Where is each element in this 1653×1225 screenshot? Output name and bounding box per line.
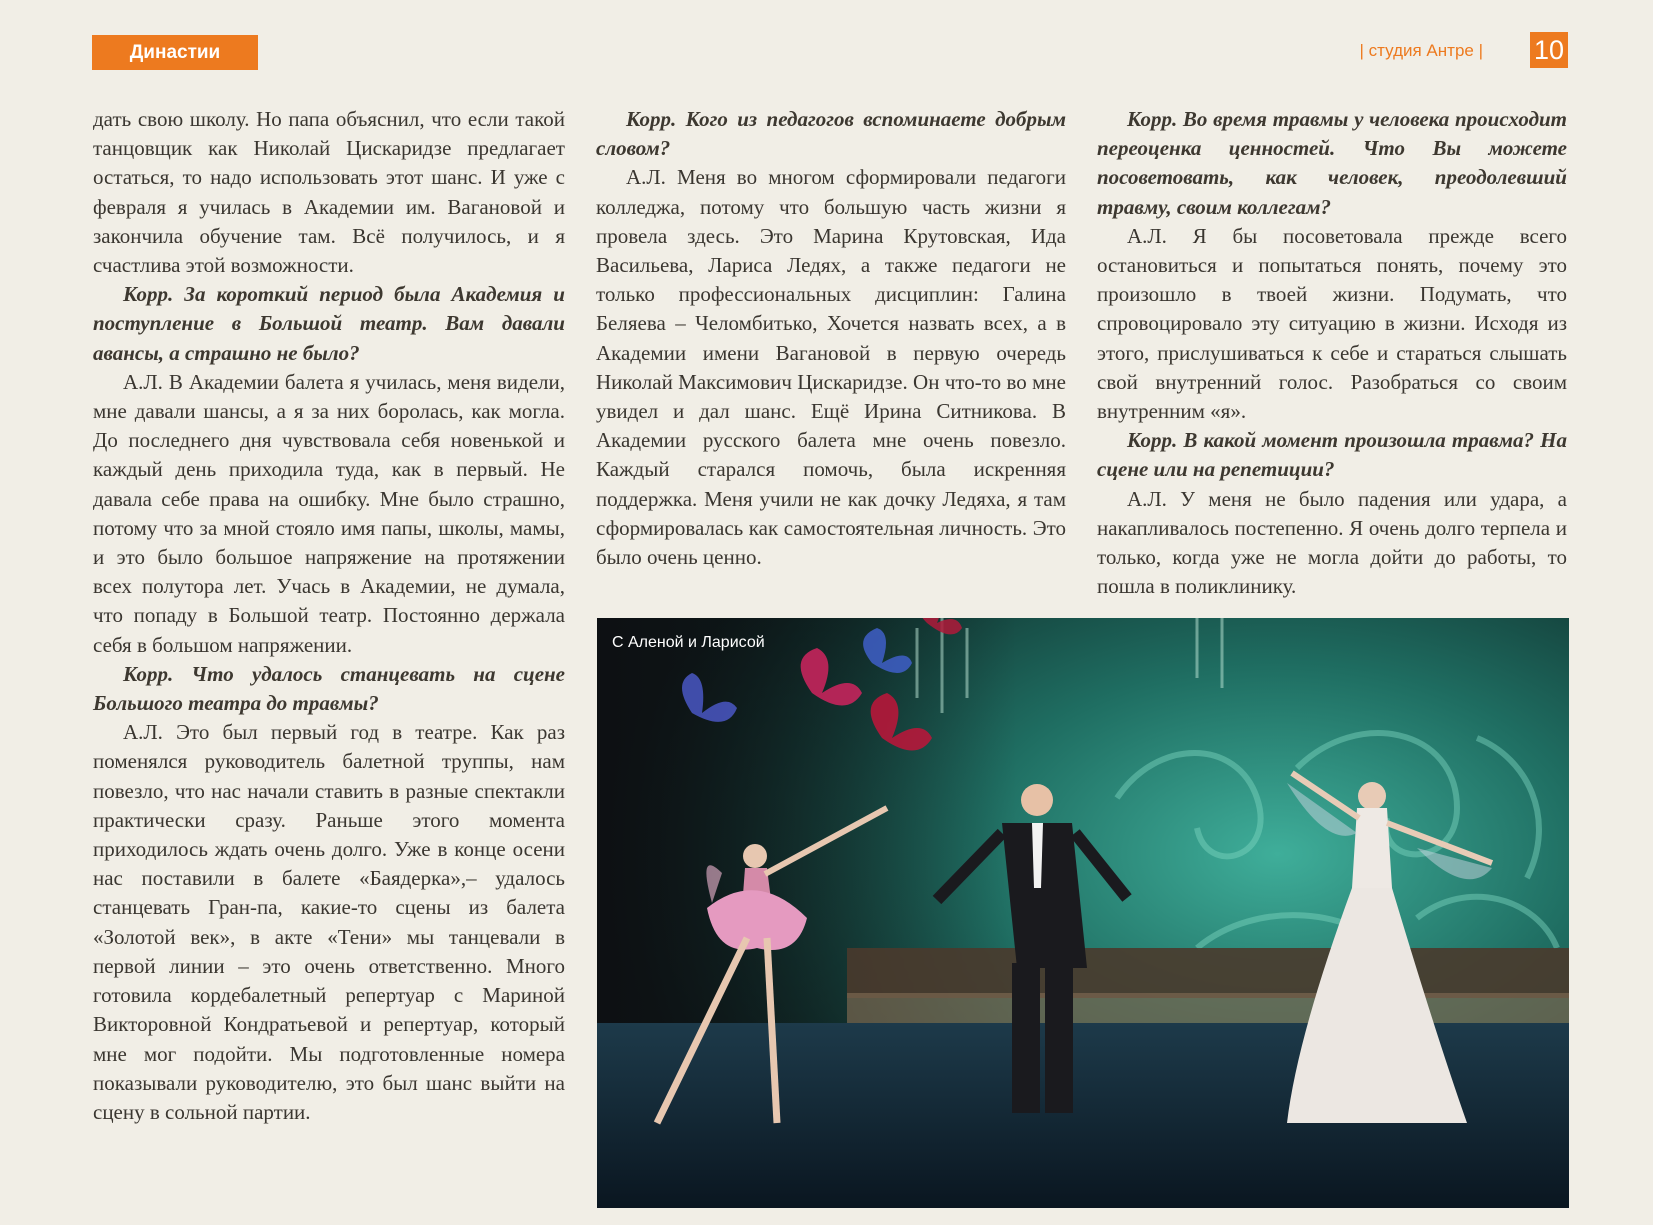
page-number: 10 [1530, 32, 1568, 68]
photo-caption: С Аленой и Ларисой [612, 634, 765, 651]
stage-photo [597, 618, 1569, 1208]
publication-name: | студия Антре | [1359, 41, 1483, 60]
paragraph: А.Л. Я бы посоветовала прежде всего остановиться и попытаться понять, почему это произошло в твоей жизни. Подумать, что спровоцировало эту ситуацию в жизни. Исходя из этого, прислушиваться к себе и стараться слышать свой внутренний голос. Разобраться со своим внутренним «я». [1097, 223, 1567, 424]
paragraph: А.Л. В Академии балета я училась, меня видели, мне давали шансы, а я за них боролась, как могла. До последнего дня чувствовала себя новенькой и каждый день приходила туда, как в первый. Не давала себе права на ошибку. Мне было страшно, потому что за мной стояло имя папы, школы, мамы, и это было большое напряжение на протяжении всех полутора лет. Учась в Академии, не думала, что попаду в Большой театр. Постоянно держала себя в большом напряжении. [93, 369, 565, 657]
question: Корр. Во время травмы у человека происходит переоценка ценностей. Что Вы можете посоветовать, как человек, преодолевший травму, своим коллегам? [1097, 107, 1567, 219]
article-column-3 [1097, 105, 1567, 601]
article-column-1 [93, 105, 565, 1127]
paragraph: А.Л. Меня во многом сформировали педагоги колледжа, потому что большую часть жизни я провела здесь. Это Марина Крутовская, Ида Васильева, Лариса Ледях, а также педагоги не только профессиональных дисциплин: Галина Беляева – Челомбитько, Хочется назвать всех, а в Академии имени Вагановой в первую очередь Николай Максимович Цискаридзе. Он что-то во мне увидел и дал шанс. Ещё Ирина Ситникова. В Академии русского балета мне очень повезло. Каждый старался помочь, была искренняя поддержка. Меня учили не как дочку Ледяха, я там сформировалась как самостоятельная личность. Это было очень ценно. [596, 165, 1066, 570]
paragraph: дать свою школу. Но папа объяснил, что если такой танцовщик как Николай Цискаридзе предлагает остаться, то надо использовать этот шанс. И уже с февраля я училась в Академии им. Вагановой и закончила обучение там. Всё получилось, и я счастлива этой возможности. [93, 107, 565, 278]
section-tab: Династии [92, 35, 258, 70]
paragraph: А.Л. У меня не было падения или удара, а накапливалось постепенно. Я очень долго терпела и только, когда уже не могла дойти до работы, то пошла в поликлинику. [1097, 486, 1567, 599]
question: Корр. Что удалось станцевать на сцене Большого театра до травмы? [93, 661, 565, 716]
paragraph: А.Л. Это был первый год в театре. Как раз поменялся руководитель балетной труппы, нам повезло, что нас начали ставить в разные спектакли практически сразу. Раньше этого момента приходилось ждать очень долго. Уже в конце осени нас поставили в балете «Баядерка»,– удалось станцевать Гран-па, какие-то сцены из балета «Золотой век», в акте «Тени» мы танцевали в первой линии – это очень ответственно. Много готовила кордебалетный репертуар с Мариной Викторовной Кондратьевой и репертуар, который мне мог подойти. Мы подготовленные номера показывали руководителю, это был шанс выйти на сцену в сольной партии. [93, 720, 565, 1124]
question: Корр. В какой момент произошла травма? На сцене или на репетиции? [1097, 428, 1567, 482]
question: Корр. Кого из педагогов вспоминаете добрым словом? [596, 107, 1066, 161]
question: Корр. За короткий период была Академия и поступление в Большой театр. Вам давали авансы, а страшно не было? [93, 282, 565, 365]
article-column-2 [596, 105, 1066, 572]
